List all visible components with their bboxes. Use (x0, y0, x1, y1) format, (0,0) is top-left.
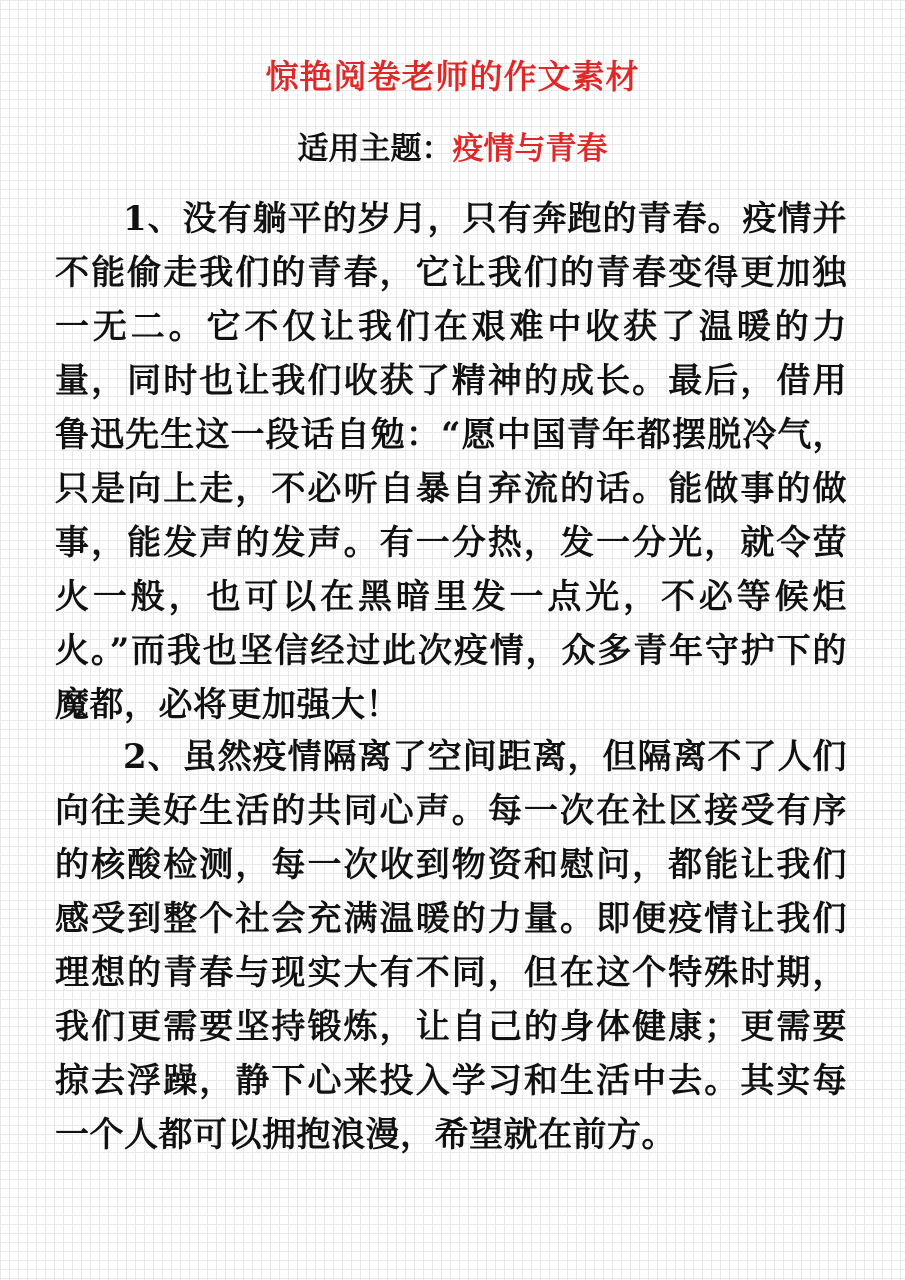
theme-line (0, 125, 905, 173)
essay-paragraph-2: 2、虽然疫情隔离了空间距离，但隔离不了人们向往美好生活的共同心声。每一次在社区接受有序的核酸检测，每一次收到物资和慰问，都能让我们感受到整个社会充满温暖的力量。即便疫情让我们理想的青春与现实大有不同，但在这个特殊时期，我们更需要坚持锻炼，让自己的身体健康；更需要掠去浮躁，静下心来投入学习和生活中去。其实每一个人都可以拥抱浪漫，希望就在前方。 (55, 737, 847, 1155)
page-title: 惊艳阅卷老师的作文素材 (265, 57, 640, 96)
theme-label: 适用主题： (297, 131, 453, 167)
theme-topic: 疫情与青春 (452, 131, 608, 167)
essay-paragraph-1: 1、没有躺平的岁月，只有奔跑的青春。疫情并不能偷走我们的青春，它让我们的青春变得更加独一无二。它不仅让我们在艰难中收获了温暖的力量，同时也让我们收获了精神的成长。最后，借用鲁迅先生这一段话自勉：“愿中国青年都摆脱冷气，只是向上走，不必听自暴自弃流的话。能做事的做事，能发声的发声。有一分热，发一分光，就令萤火一般，也可以在黑暗里发一点光，不必等候炬火。”而我也坚信经过此次疫情，众多青年守护下的魔都，必将更加强大！ (55, 199, 847, 725)
